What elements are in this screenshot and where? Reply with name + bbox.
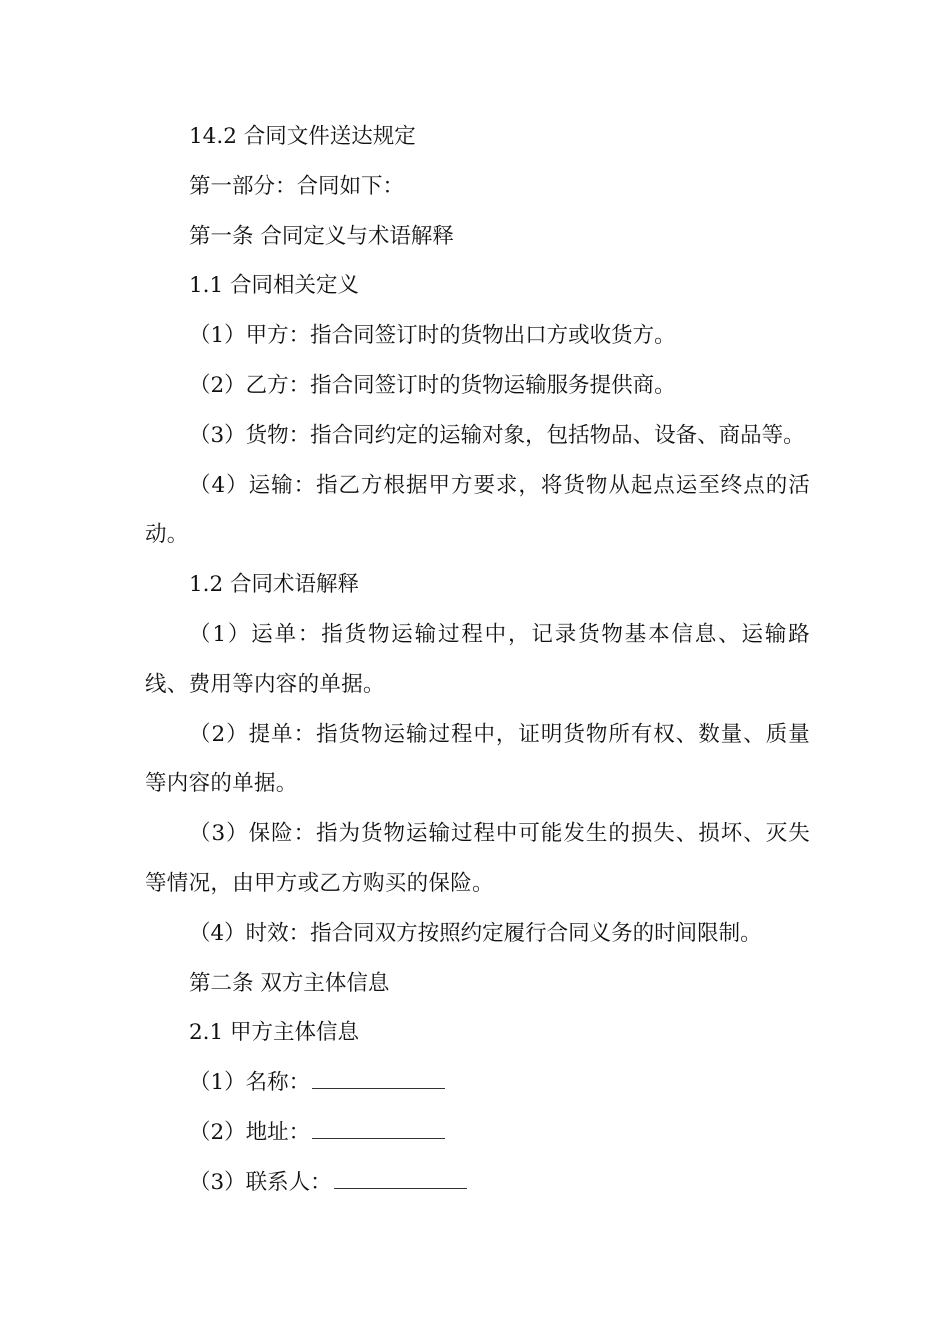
document-body <box>145 112 810 1208</box>
definition-item: （1）甲方：指合同签订时的货物出口方或收货方。 <box>189 323 676 349</box>
article-heading: 第一条 合同定义与术语解释 <box>189 223 454 249</box>
definition-item: （3）货物：指合同约定的运输对象，包括物品、设备、商品等。 <box>189 422 805 448</box>
party-address-label: （2）地址： <box>189 1119 311 1145</box>
section-heading: 14.2 合同文件送达规定 <box>189 124 416 149</box>
definition-item: （4）运输：指乙方根据甲方要求，将货物从起点运至终点的活动。 <box>145 472 810 548</box>
term-item: （2）提单：指货物运输过程中，证明货物所有权、数量、质量等内容的单据。 <box>145 721 810 797</box>
subsection-heading: 2.1 甲方主体信息 <box>189 1020 360 1046</box>
party-name-label: （1）名称： <box>189 1070 311 1096</box>
party-name-row <box>145 1058 810 1108</box>
party-address-row <box>145 1108 810 1158</box>
part-heading: 第一部分：合同如下： <box>189 173 405 199</box>
definition-item: （2）乙方：指合同签订时的货物运输服务提供商。 <box>189 372 676 398</box>
party-address-blank <box>312 1122 445 1139</box>
party-name-blank <box>312 1072 445 1089</box>
term-item: （3）保险：指为货物运输过程中可能发生的损失、损坏、灭失等情况，由甲方或乙方购买的保险。 <box>145 821 810 896</box>
term-item: （4）时效：指合同双方按照约定履行合同义务的时间限制。 <box>189 920 762 946</box>
party-contact-blank <box>334 1172 467 1189</box>
party-contact-label: （3）联系人： <box>189 1169 332 1195</box>
party-contact-row <box>145 1158 810 1208</box>
article-heading: 第二条 双方主体信息 <box>189 970 390 996</box>
subsection-heading: 1.1 合同相关定义 <box>189 273 360 299</box>
term-item: （1）运单：指货物运输过程中，记录货物基本信息、运输路线、费用等内容的单据。 <box>145 621 810 697</box>
subsection-heading: 1.2 合同术语解释 <box>189 572 360 598</box>
